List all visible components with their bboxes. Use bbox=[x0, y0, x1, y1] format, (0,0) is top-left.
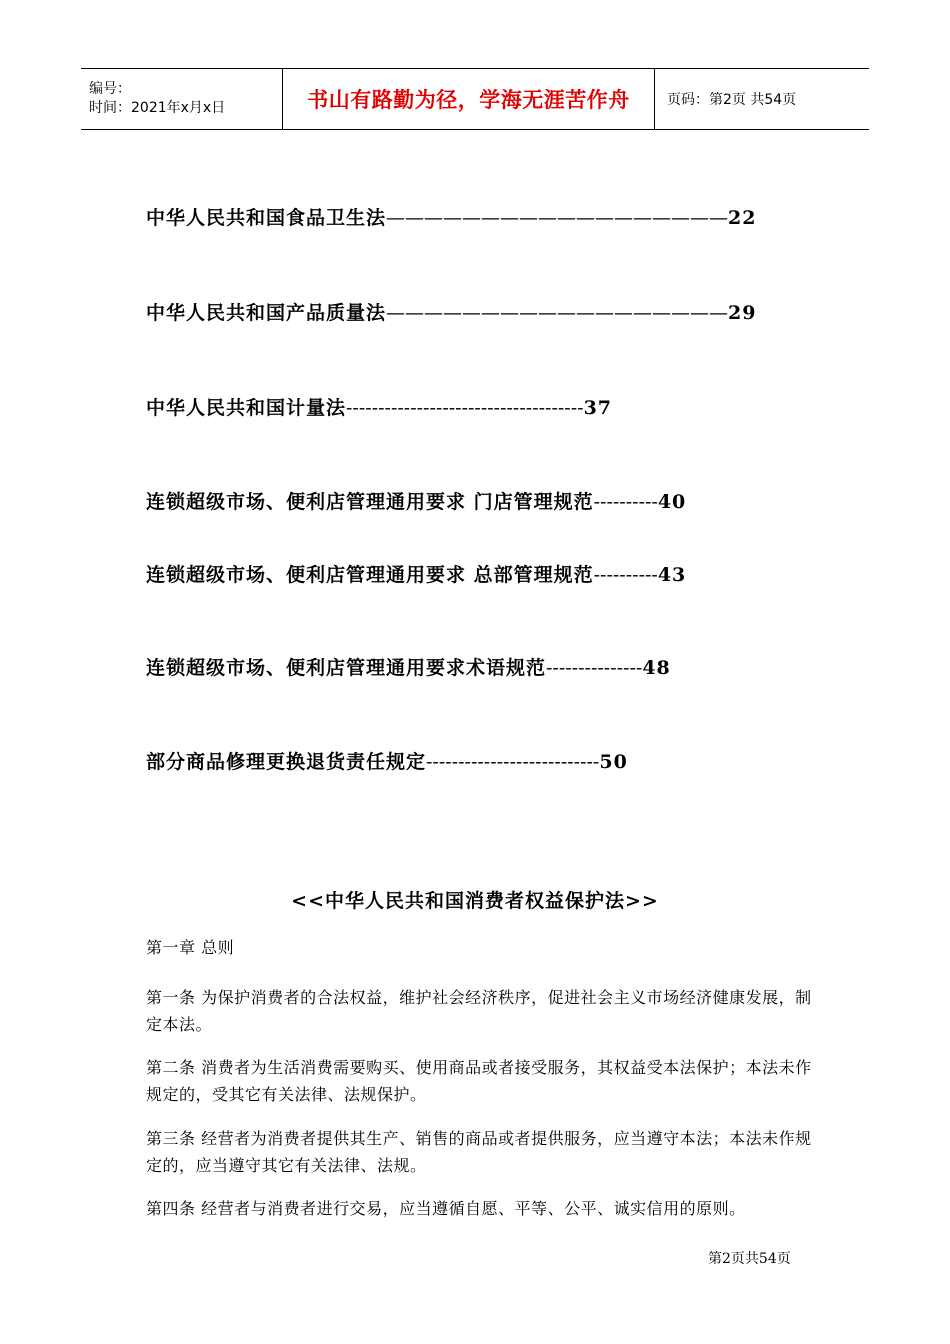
toc-entry-page: 40 bbox=[657, 491, 687, 513]
toc-entry-title: 连锁超级市场、便利店管理通用要求 总部管理规范 bbox=[146, 564, 594, 586]
toc-entry-leader: —————————————————— bbox=[386, 302, 729, 324]
toc-entry-page: 37 bbox=[583, 397, 613, 419]
toc-entry-leader: ---------- bbox=[593, 491, 658, 513]
toc-entry[interactable] bbox=[146, 487, 686, 514]
toc-entry[interactable] bbox=[146, 653, 671, 680]
header-motto: 书山有路勤为径，学海无涯苦作舟 bbox=[307, 88, 630, 112]
article-paragraph: 第四条 经营者与消费者进行交易，应当遵循自愿、平等、公平、诚实信用的原则。 bbox=[146, 1199, 746, 1218]
toc-entry-leader: --------------------------- bbox=[426, 751, 600, 773]
header-motto-cell bbox=[282, 69, 655, 129]
toc-entry[interactable] bbox=[146, 747, 628, 774]
toc-entry-title: 中华人民共和国产品质量法 bbox=[146, 302, 387, 324]
toc-entry-title: 中华人民共和国计量法 bbox=[146, 397, 347, 419]
article-paragraph: 第二条 消费者为生活消费需要购买、使用商品或者接受服务，其权益受本法保护；本法未作规定的，受其它有关法律、法规保护。 bbox=[146, 1058, 812, 1104]
toc-entry-title: 部分商品修理更换退货责任规定 bbox=[146, 751, 427, 773]
toc-entry-page: 50 bbox=[599, 751, 628, 773]
toc-entry[interactable] bbox=[146, 298, 756, 325]
toc-entry-page: 48 bbox=[642, 657, 671, 679]
toc-entry[interactable] bbox=[146, 393, 612, 420]
chapter-heading: 第一章 总则 bbox=[146, 938, 235, 957]
toc-entry-page: 22 bbox=[728, 207, 757, 229]
toc-entry[interactable] bbox=[146, 560, 686, 587]
page-header bbox=[81, 68, 869, 130]
page-footer: 第2页共54页 bbox=[708, 1251, 791, 1267]
toc-entry-title: 中华人民共和国食品卫生法 bbox=[146, 207, 387, 229]
header-meta bbox=[81, 69, 282, 129]
header-page-label: 页码：第2页 共54页 bbox=[667, 92, 797, 108]
doc-time-label: 时间：2021年x月x日 bbox=[89, 100, 226, 116]
toc-entry-leader: —————————————————— bbox=[386, 207, 729, 229]
law-title: <<中华人民共和国消费者权益保护法>> bbox=[291, 890, 659, 912]
toc-entry-leader: ------------------------------------- bbox=[346, 397, 584, 419]
toc-entry-page: 43 bbox=[657, 564, 687, 586]
toc-entry-leader: --------------- bbox=[546, 657, 643, 679]
toc-entry-title: 连锁超级市场、便利店管理通用要求术语规范 bbox=[146, 657, 547, 679]
toc-entry-page: 29 bbox=[728, 302, 757, 324]
header-page-cell bbox=[655, 69, 869, 129]
doc-number-label: 编号： bbox=[89, 81, 131, 97]
article-paragraph: 第三条 经营者为消费者提供其生产、销售的商品或者提供服务，应当遵守本法；本法未作规定的，应当遵守其它有关法律、法规。 bbox=[146, 1129, 812, 1175]
toc-entry-leader: ---------- bbox=[593, 564, 658, 586]
article-paragraph: 第一条 为保护消费者的合法权益，维护社会经济秩序，促进社会主义市场经济健康发展，制定本法。 bbox=[146, 988, 812, 1034]
toc-entry[interactable] bbox=[146, 203, 756, 230]
toc-entry-title: 连锁超级市场、便利店管理通用要求 门店管理规范 bbox=[146, 491, 594, 513]
